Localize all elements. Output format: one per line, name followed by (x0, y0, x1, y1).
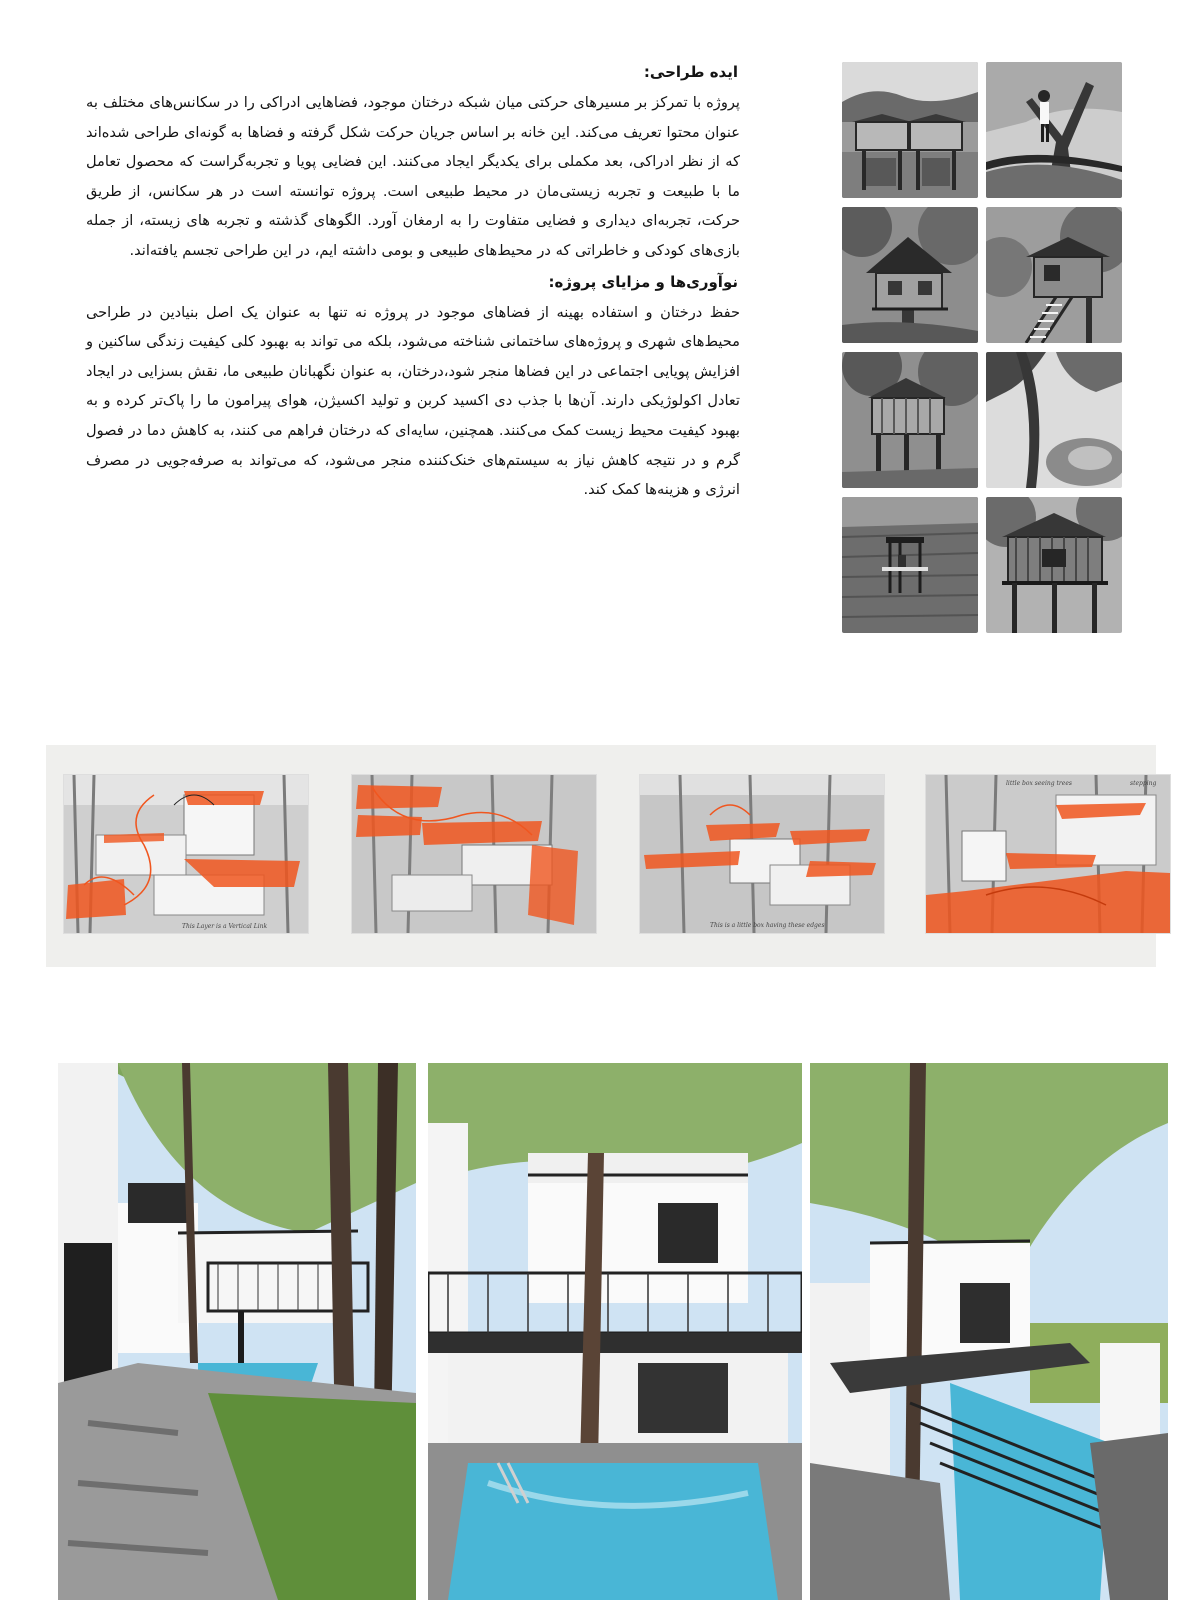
innovations-heading: نوآوری‌ها و مزایای پروژه: (548, 272, 738, 291)
sketch-3 (640, 775, 884, 933)
photo-wooden-cabin (986, 497, 1122, 633)
sketch-strip (46, 745, 1156, 967)
photo-courtyard-left (58, 1063, 416, 1600)
sketch-2 (352, 775, 596, 933)
design-idea-paragraph: پروژه با تمرکز بر مسیرهای حرکتی میان شبکه درختان موجود، فضاهایی ادراکی را در سکانس‌های مختلف به عنوان محتوا تعریف می‌کند. این خانه بر اساس جریان حرکت شکل گرفته و فضاها به گونه‌ای طراحی شده‌اند که از نظر ادراکی، بعد مکملی برای یکدیگر ایجاد می‌کنند. این فضایی پویا و تجربه‌گراست که محصول تعامل ما با طبیعت و تجربه زیستی‌مان در محیط طبیعی است. پروژه توانسته است در هر سکانس، از طریق حرکت، تجربه‌ای دیداری و فضایی متفاوت را به ارمغان آورد. الگوهای گذشته و تجربه های زیسته، از جمله بازی‌های کودکی و خاطراتی که در محیط‌های طبیعی و بومی داشته ایم، در این طراحی تجسم یافته‌اند. (86, 94, 740, 259)
sketch-4 (926, 775, 1170, 933)
photo-misty-tree (986, 352, 1122, 488)
sketch-1 (64, 775, 308, 933)
sketch-4-top: little box seeing trees (1006, 780, 1072, 787)
sketch-1-note: This Layer is a Vertical Link (182, 923, 268, 930)
design-idea-heading: ایده طراحی: (643, 63, 738, 81)
sketch-3-note: This is a little box having these edges (710, 922, 825, 929)
photo-raised-huts (842, 62, 978, 198)
photo-courtyard-center (428, 1063, 802, 1600)
photo-stilt-hut (842, 352, 978, 488)
photo-tree-house (842, 207, 978, 343)
photo-courtyard-stairs (810, 1063, 1168, 1600)
sketch-4-corner: stepping (1130, 780, 1157, 787)
photo-tree-house-stairs (986, 207, 1122, 343)
photo-child-in-tree (986, 62, 1122, 198)
photo-field-lookout (842, 497, 978, 633)
text-column (86, 56, 740, 505)
innovations-paragraph: حفظ درختان و استفاده بهینه از فضاهای موجود در پروژه نه تنها به عنوان یک اصل بنیادین در طراحی محیط‌های شهری و پروژه‌های ساختمانی شناخته می‌شود، بلکه می تواند به بهبود کلی کیفیت زندگی ساکنین و افزایش پویایی اجتماعی در این فضاها منجر شود،درختان، به عنوان نگهبانان طبیعی ما، نقش بسزایی در ایجاد تعادل اکولوژیکی دارند. آن‌ها با جذب دی اکسید کربن و تولید اکسیژن، هوای پیرامون ما را پاک‌تر کرده و به بهبود کیفیت محیط زیست کمک می‌کنند. همچنین، سایه‌ای که درختان فراهم می کنند، به کاهش دما در فصول گرم و در نتیجه کاهش نیاز به سیستم‌های خنک‌کننده منجر می‌شود، که می‌تواند به صرفه‌جویی در مصرف انرژی و هزینه‌ها کمک کند. (86, 303, 740, 499)
